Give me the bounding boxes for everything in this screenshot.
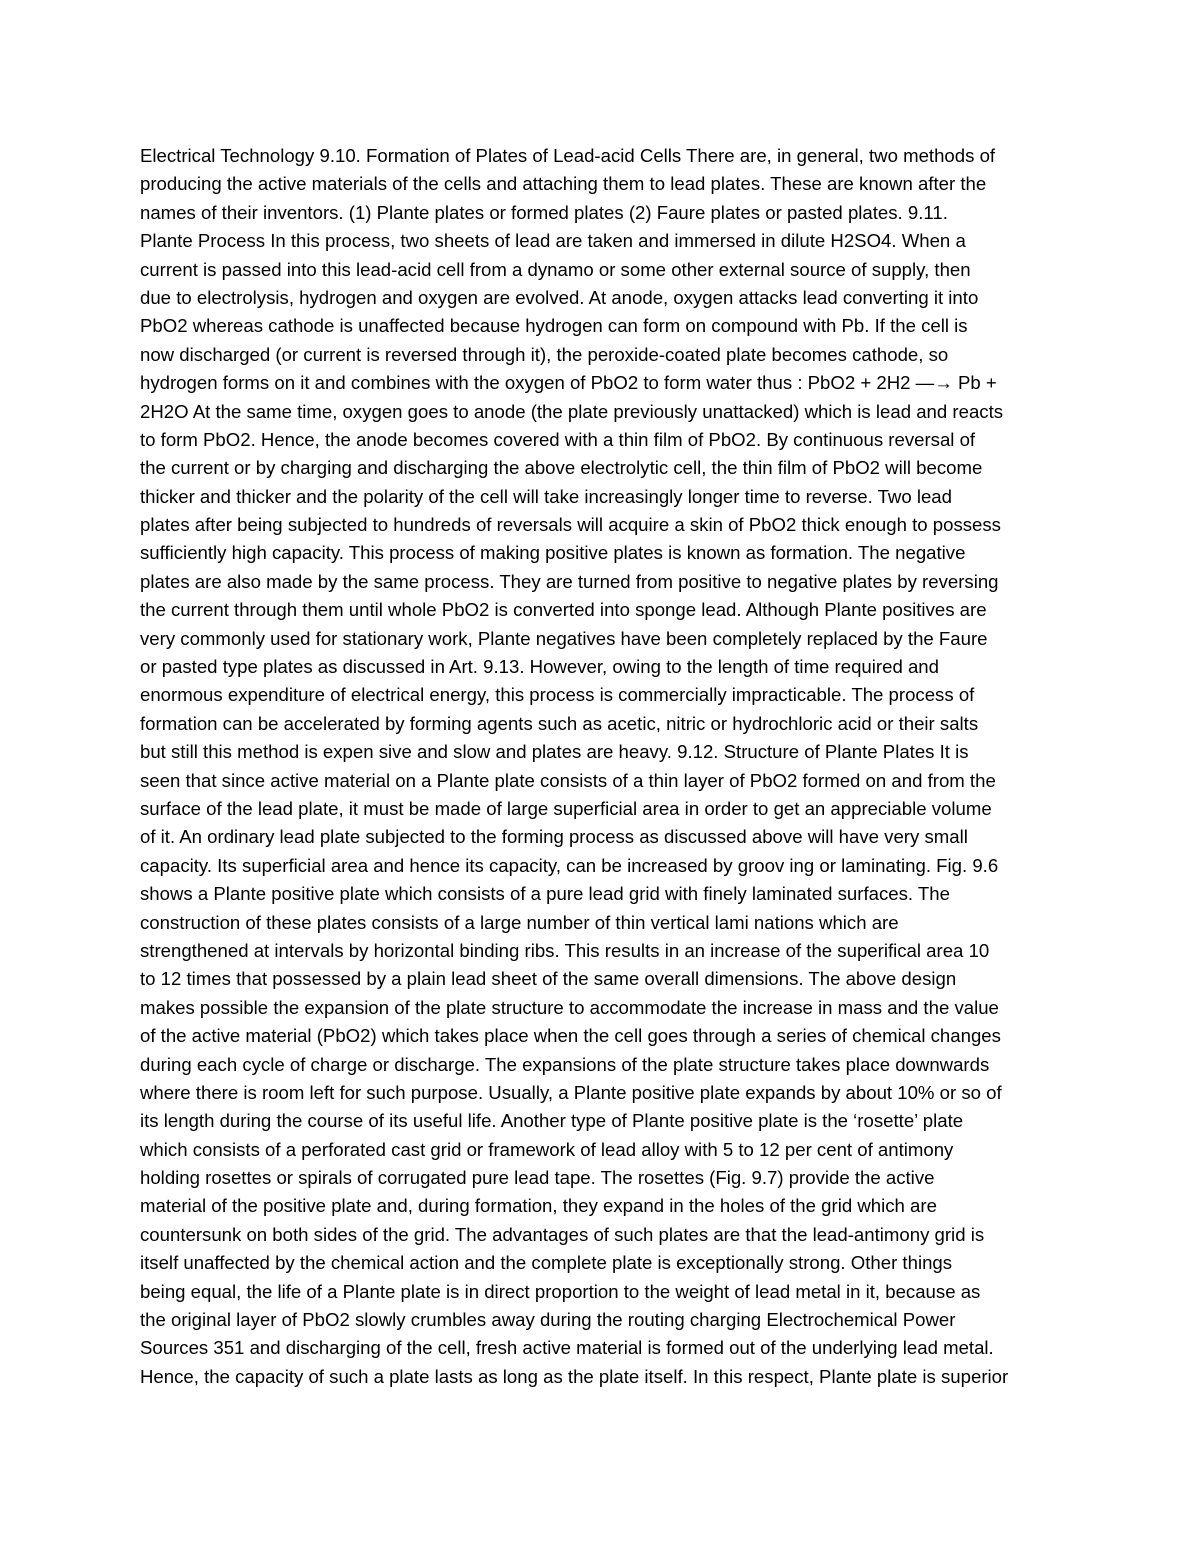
text-line: due to electrolysis, hydrogen and oxygen are evolved. At anode, oxygen attacks lead converting it into [140, 286, 979, 308]
text-line: but still this method is expen sive and slow and plates are heavy. 9.12. Structure of Plante Plates It is [140, 741, 969, 763]
text-line: the original layer of PbO2 slowly crumbles away during the routing charging Electrochemical Power [140, 1309, 956, 1331]
text-line: very commonly used for stationary work, Plante negatives have been completely replaced by the Faure [140, 627, 988, 649]
text-line: enormous expenditure of electrical energy, this process is commercially impracticable. The process of [140, 684, 975, 706]
text-line: its length during the course of its useful life. Another type of Plante positive plate is the ‘rosette’ plate [140, 1110, 964, 1132]
text-line: thicker and thicker and the polarity of the cell will take increasingly longer time to reverse. Two lead [140, 485, 952, 507]
text-line: of the active material (PbO2) which takes place when the cell goes through a series of chemical changes [140, 1025, 1001, 1047]
text-line: which consists of a perforated cast grid or framework of lead alloy with 5 to 12 per cent of antimony [140, 1138, 954, 1160]
text-line: the current or by charging and discharging the above electrolytic cell, the thin film of PbO2 will become [140, 457, 983, 479]
text-line: seen that since active material on a Plante plate consists of a thin layer of PbO2 formed on and from the [140, 769, 996, 791]
text-line: plates are also made by the same process. They are turned from positive to negative plates by reversing [140, 570, 999, 592]
text-line: formation can be accelerated by forming agents such as acetic, nitric or hydrochloric acid or their salts [140, 712, 979, 734]
text-line: now discharged (or current is reversed through it), the peroxide-coated plate becomes cathode, so [140, 343, 949, 365]
text-line: current is passed into this lead-acid cell from a dynamo or some other external source of supply, then [140, 258, 971, 280]
text-line: makes possible the expansion of the plate structure to accommodate the increase in mass and the value [140, 996, 999, 1018]
text-line: producing the active materials of the cells and attaching them to lead plates. These are known after the [140, 173, 987, 195]
text-line: hydrogen forms on it and combines with the oxygen of PbO2 to form water thus : PbO2 + 2H2 —→ Pb + [140, 372, 997, 394]
text-line: itself unaffected by the chemical action and the complete plate is exceptionally strong. Other things [140, 1252, 953, 1274]
text-line: during each cycle of charge or discharge. The expansions of the plate structure takes place downwards [140, 1053, 990, 1075]
text-line: names of their inventors. (1) Plante plates or formed plates (2) Faure plates or pasted plates. 9.11. [140, 201, 948, 223]
text-line: plates after being subjected to hundreds of reversals will acquire a skin of PbO2 thick enough to possess [140, 514, 1001, 536]
text-line: countersunk on both sides of the grid. The advantages of such plates are that the lead-antimony grid is [140, 1223, 985, 1245]
text-line: Hence, the capacity of such a plate lasts as long as the plate itself. In this respect, Plante plate is superior [140, 1365, 1009, 1387]
text-line: of it. An ordinary lead plate subjected to the forming process as discussed above will have very small [140, 826, 968, 848]
text-line: where there is room left for such purpose. Usually, a Plante positive plate expands by about 10% or so of [140, 1081, 1002, 1103]
text-line: or pasted type plates as discussed in Art. 9.13. However, owing to the length of time required and [140, 656, 939, 678]
text-line: 2H2O At the same time, oxygen goes to anode (the plate previously unattacked) which is lead and reacts [140, 400, 1004, 422]
text-line: PbO2 whereas cathode is unaffected because hydrogen can form on compound with Pb. If the cell is [140, 315, 968, 337]
text-line: sufficiently high capacity. This process of making positive plates is known as formation. The negative [140, 542, 966, 564]
text-line: strengthened at intervals by horizontal binding ribs. This results in an increase of the superifical area 10 [140, 939, 990, 961]
text-line: holding rosettes or spirals of corrugated pure lead tape. The rosettes (Fig. 9.7) provide the active [140, 1167, 935, 1189]
text-line: Sources 351 and discharging of the cell, fresh active material is formed out of the underlying lead metal. [140, 1337, 994, 1359]
body-text [140, 142, 1070, 1391]
text-line: Electrical Technology 9.10. Formation of Plates of Lead-acid Cells There are, in general, two methods of [140, 145, 996, 166]
text-line: construction of these plates consists of a large number of thin vertical lami nations which are [140, 911, 899, 933]
text-line: shows a Plante positive plate which consists of a pure lead grid with finely laminated surfaces. The [140, 883, 950, 905]
text-line: being equal, the life of a Plante plate is in direct proportion to the weight of lead metal in it, because as [140, 1280, 981, 1302]
text-line: surface of the lead plate, it must be made of large superficial area in order to get an appreciable volume [140, 797, 992, 819]
text-line: capacity. Its superficial area and hence its capacity, can be increased by groov ing or laminating. Fig. 9.6 [140, 854, 999, 876]
text-line: to form PbO2. Hence, the anode becomes covered with a thin film of PbO2. By continuous reversal of [140, 428, 976, 450]
text-line: to 12 times that possessed by a plain lead sheet of the same overall dimensions. The above design [140, 968, 957, 990]
text-line: material of the positive plate and, during formation, they expand in the holes of the grid which are [140, 1195, 937, 1217]
text-line: Plante Process In this process, two sheets of lead are taken and immersed in dilute H2SO4. When a [140, 230, 966, 252]
text-line: the current through them until whole PbO2 is converted into sponge lead. Although Plante positives are [140, 599, 987, 621]
